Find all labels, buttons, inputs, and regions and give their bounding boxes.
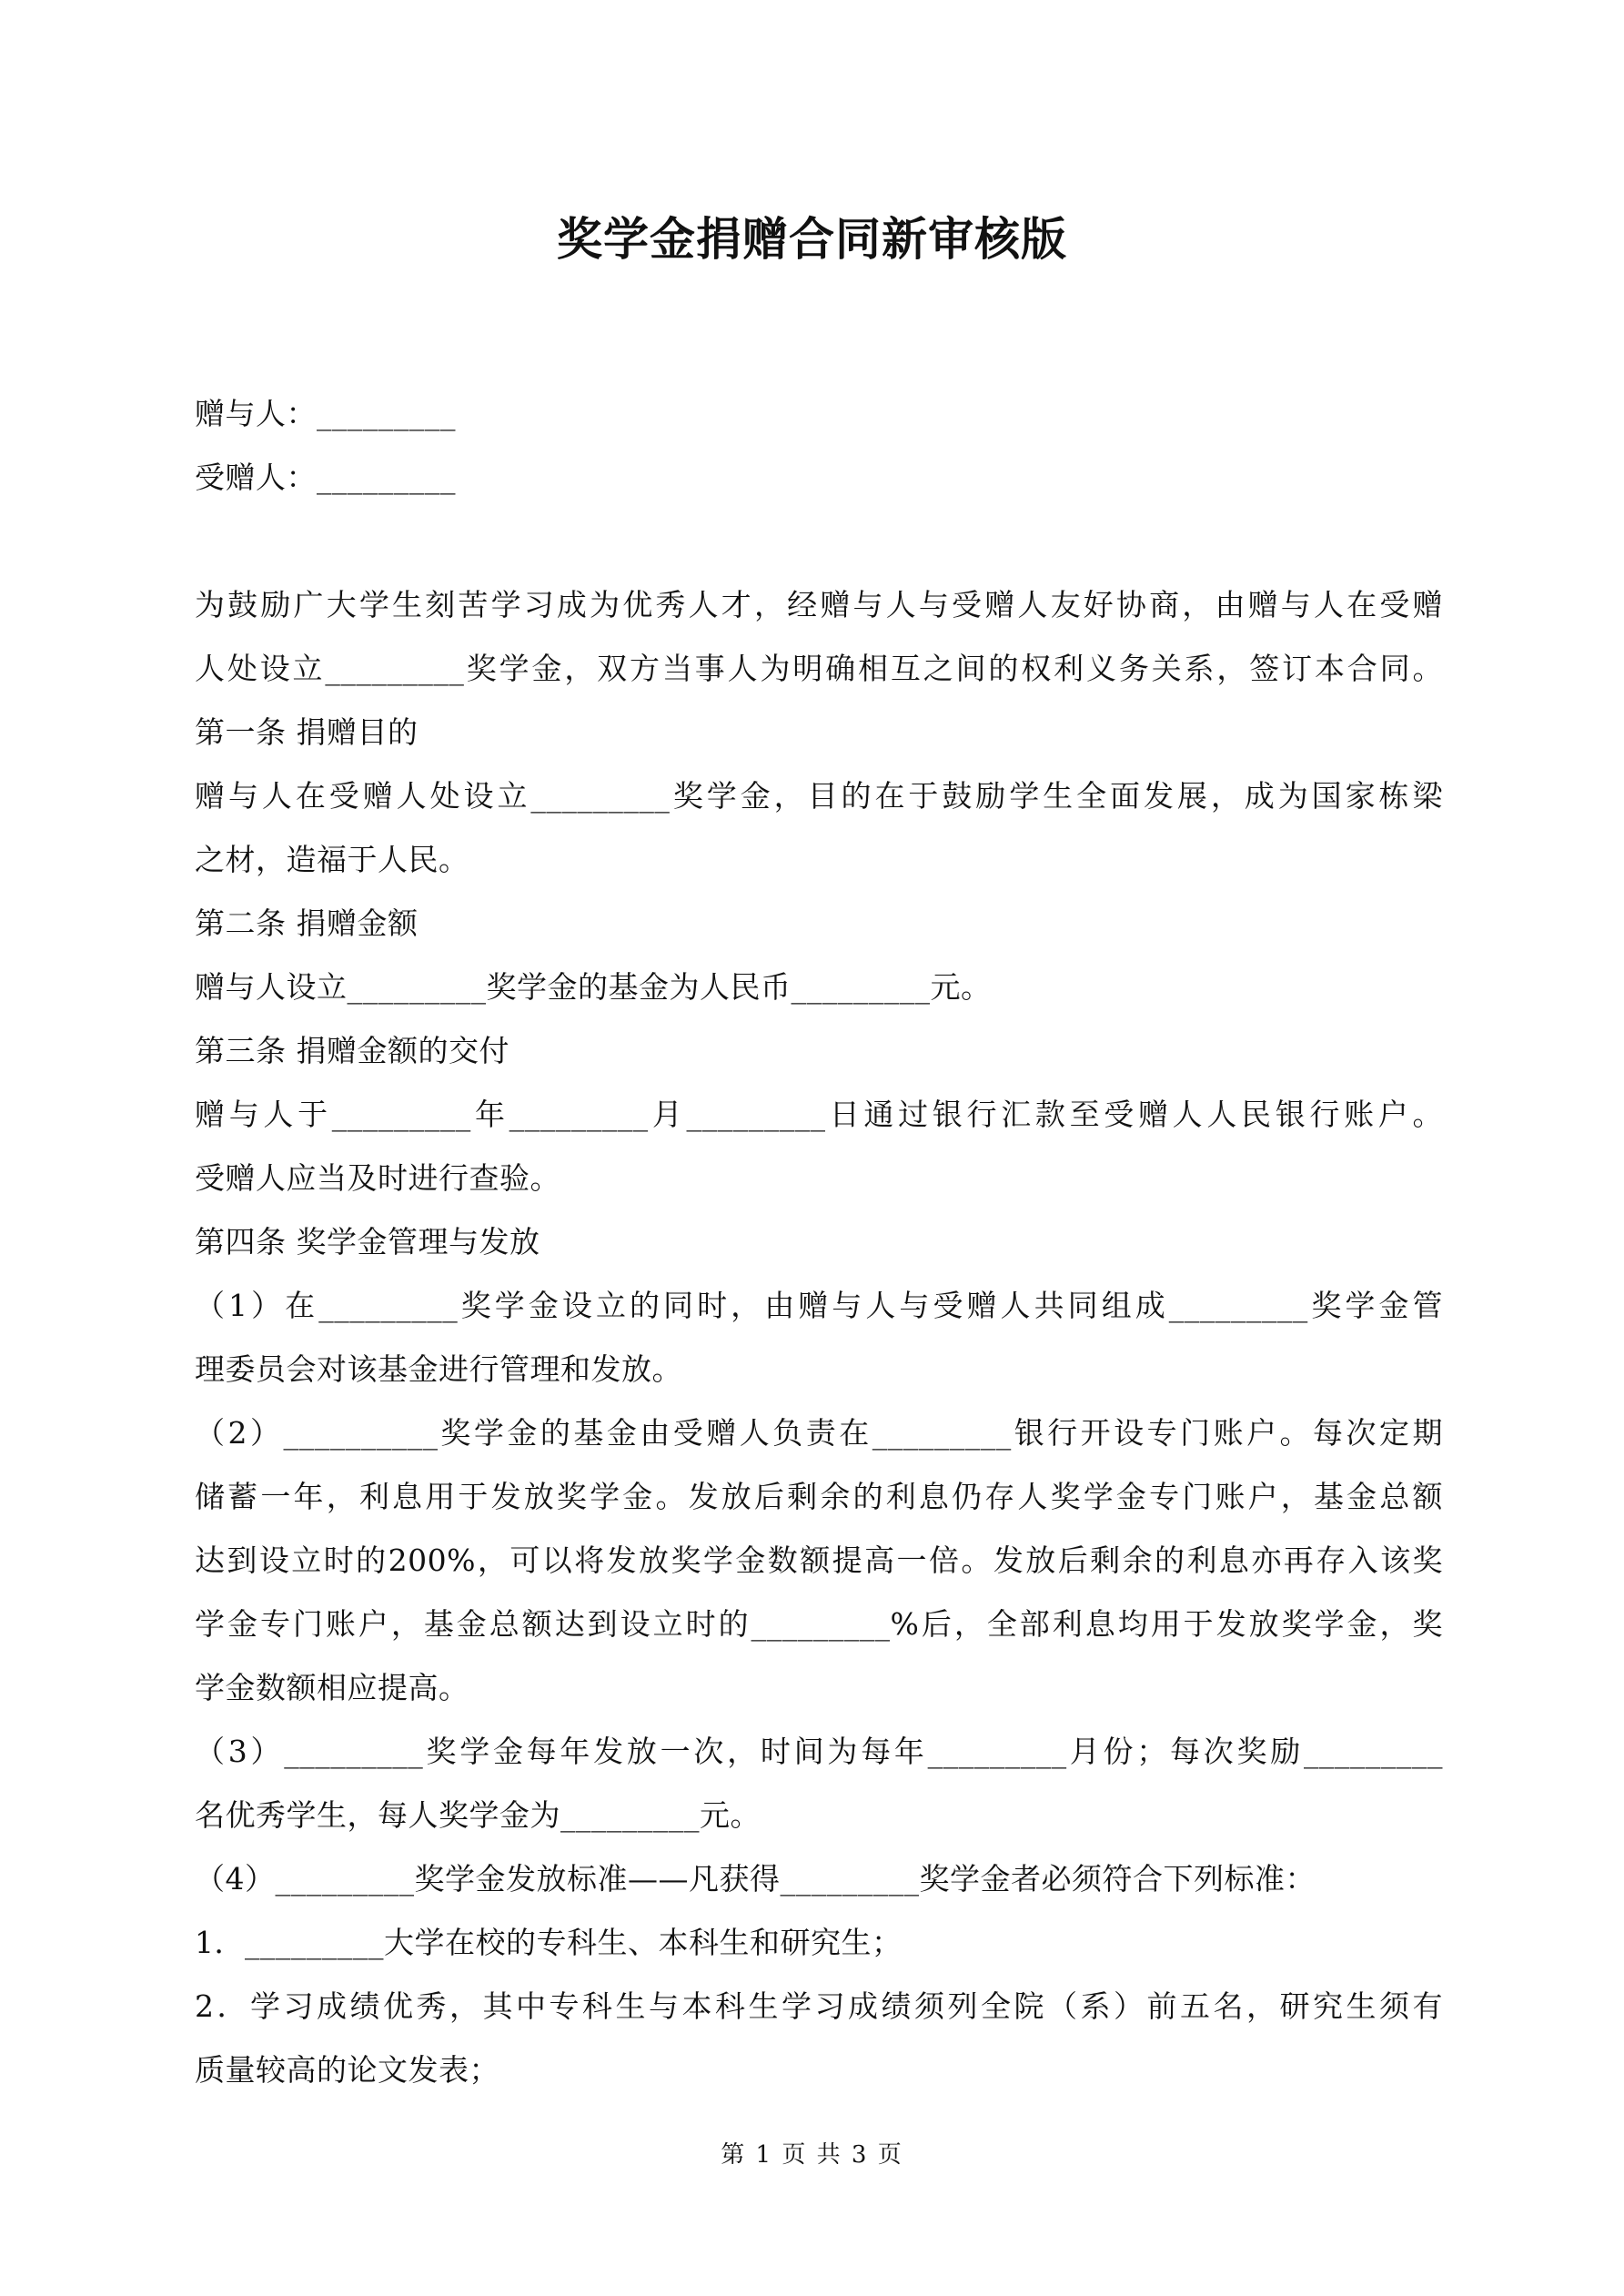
body-line: 2．学习成绩优秀，其中专科生与本科生学习成绩须列全院（系）前五名，研究生须有 <box>195 1988 1443 2024</box>
body-line: 理委员会对该基金进行管理和发放。 <box>195 1351 682 1387</box>
body-line: 储蓄一年，利息用于发放奖学金。发放后剩余的利息仍存人奖学金专门账户，基金总额 <box>195 1479 1443 1514</box>
body-line: 质量较高的论文发表； <box>195 2052 499 2088</box>
page-footer: 第 1 页 共 3 页 <box>721 2141 903 2169</box>
body-line: 第二条 捐赠金额 <box>195 905 419 941</box>
body-line: 1．_________大学在校的专科生、本科生和研究生； <box>195 1925 903 1960</box>
body-line: 第四条 奖学金管理与发放 <box>195 1224 540 1259</box>
body-line: 受赠人应当及时进行查验。 <box>195 1160 560 1196</box>
body-line: （3）_________奖学金每年发放一次，时间为每年_________月份；每次奖励_________ <box>195 1734 1443 1769</box>
body-line: 名优秀学生，每人奖学金为_________元。 <box>195 1797 761 1833</box>
body-line: 赠与人在受赠人处设立_________奖学金，目的在于鼓励学生全面发展，成为国家栋梁 <box>195 778 1443 814</box>
body-line: 人处设立_________奖学金，双方当事人为明确相互之间的权利义务关系，签订本合同。 <box>195 651 1443 686</box>
body-line: 达到设立时的200%，可以将发放奖学金数额提高一倍。发放后剩余的利息亦再存入该奖 <box>195 1542 1443 1578</box>
body-line: 学金数额相应提高。 <box>195 1670 469 1705</box>
page-title: 奖学金捐赠合同新审核版 <box>557 213 1067 266</box>
body-line: 赠与人于_________年_________月_________日通过银行汇款至受赠人人民银行账户。 <box>195 1097 1443 1132</box>
body-line: 学金专门账户，基金总额达到设立时的_________%后，全部利息均用于发放奖学金，奖 <box>195 1606 1443 1642</box>
body-line: 第三条 捐赠金额的交付 <box>195 1033 509 1068</box>
body-line: 赠与人设立_________奖学金的基金为人民币_________元。 <box>195 969 992 1005</box>
parties-block <box>195 382 1450 510</box>
body-line: 为鼓励广大学生刻苦学习成为优秀人才，经赠与人与受赠人友好协商，由赠与人在受赠 <box>195 587 1443 622</box>
body-line: （1）在_________奖学金设立的同时，由赠与人与受赠人共同组成_________奖学金管 <box>195 1288 1443 1323</box>
body-line: 之材，造福于人民。 <box>195 842 469 877</box>
contract-body <box>195 573 1443 2102</box>
recipient-line: 受赠人：_________ <box>195 460 456 495</box>
body-line: （4）_________奖学金发放标准——凡获得_________奖学金者必须符合下列标准： <box>195 1861 1316 1896</box>
donor-line: 赠与人：_________ <box>195 396 456 431</box>
body-line: 第一条 捐赠目的 <box>195 714 419 750</box>
body-line: （2）__________奖学金的基金由受赠人负责在_________银行开设专门账户。每次定期 <box>195 1415 1443 1451</box>
